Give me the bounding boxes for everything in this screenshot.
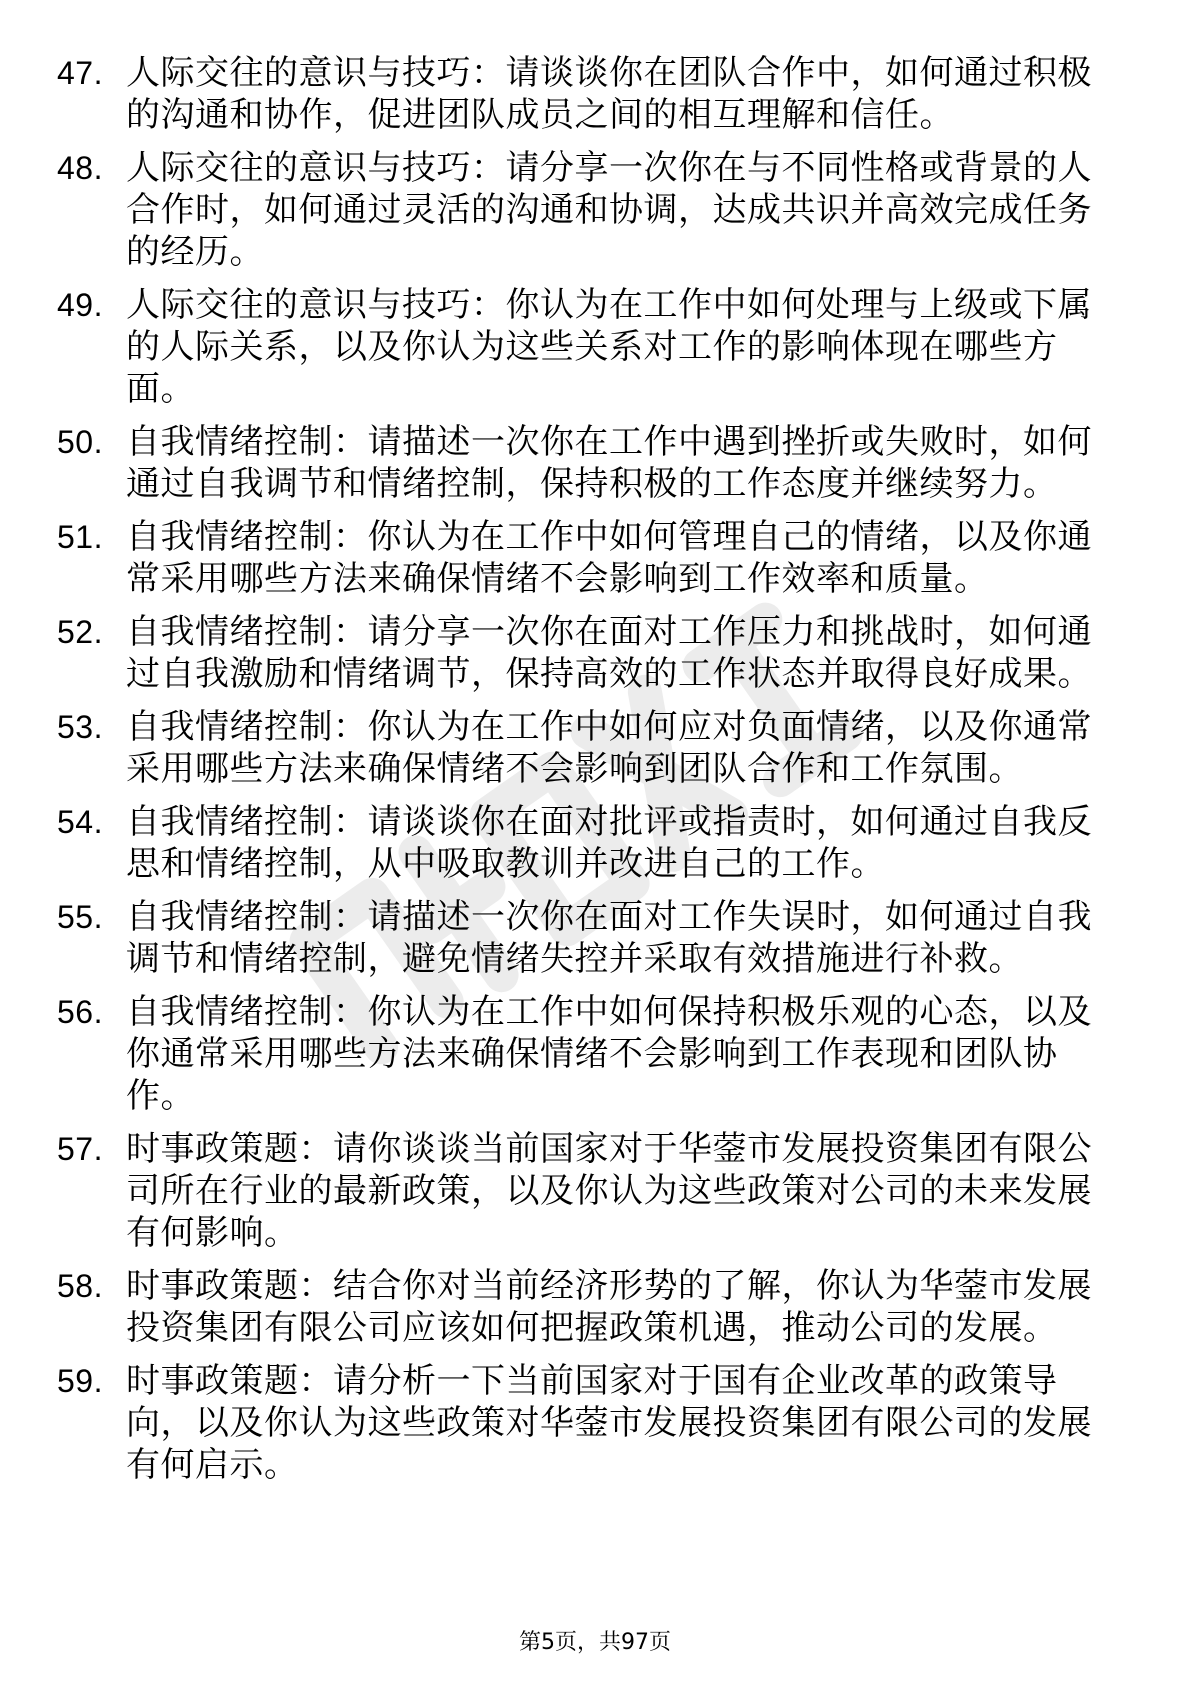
question-item bbox=[0, 611, 1190, 695]
question-number: 58. bbox=[57, 1268, 103, 1304]
document-body bbox=[0, 52, 1190, 1497]
question-number: 48. bbox=[57, 150, 103, 186]
question-text: 自我情绪控制：你认为在工作中如何保持积极乐观的心态，以及你通常采用哪些方法来确保情绪不会影响到工作表现和团队协作。 bbox=[126, 992, 1092, 1116]
question-item bbox=[0, 991, 1190, 1117]
question-text: 人际交往的意识与技巧：请谈谈你在团队合作中，如何通过积极的沟通和协作，促进团队成员之间的相互理解和信任。 bbox=[126, 53, 1092, 135]
question-text: 自我情绪控制：你认为在工作中如何应对负面情绪，以及你通常采用哪些方法来确保情绪不会影响到团队合作和工作氛围。 bbox=[126, 707, 1092, 789]
question-text: 时事政策题：请分析一下当前国家对于国有企业改革的政策导向，以及你认为这些政策对华蓥市发展投资集团有限公司的发展有何启示。 bbox=[126, 1361, 1092, 1485]
question-item bbox=[0, 284, 1190, 410]
question-item bbox=[0, 516, 1190, 600]
page-number-footer: 第5页，共97页 bbox=[519, 1630, 671, 1655]
question-item bbox=[0, 147, 1190, 273]
question-item bbox=[0, 896, 1190, 980]
question-item bbox=[0, 1360, 1190, 1486]
question-list bbox=[0, 52, 1190, 1486]
question-item bbox=[0, 1128, 1190, 1254]
question-text: 自我情绪控制：请描述一次你在面对工作失误时，如何通过自我调节和情绪控制，避免情绪失控并采取有效措施进行补救。 bbox=[126, 897, 1092, 979]
question-text: 自我情绪控制：请分享一次你在面对工作压力和挑战时，如何通过自我激励和情绪调节，保持高效的工作状态并取得良好成果。 bbox=[126, 612, 1092, 694]
question-text: 自我情绪控制：你认为在工作中如何管理自己的情绪，以及你通常采用哪些方法来确保情绪不会影响到工作效率和质量。 bbox=[126, 517, 1092, 599]
question-number: 57. bbox=[57, 1131, 103, 1167]
question-text: 自我情绪控制：请描述一次你在工作中遇到挫折或失败时，如何通过自我调节和情绪控制，保持积极的工作态度并继续努力。 bbox=[126, 422, 1092, 504]
question-item bbox=[0, 52, 1190, 136]
question-number: 47. bbox=[57, 55, 103, 91]
question-item bbox=[0, 421, 1190, 505]
question-text: 时事政策题：请你谈谈当前国家对于华蓥市发展投资集团有限公司所在行业的最新政策，以及你认为这些政策对公司的未来发展有何影响。 bbox=[126, 1129, 1092, 1253]
question-number: 49. bbox=[57, 287, 103, 323]
question-text: 人际交往的意识与技巧：请分享一次你在与不同性格或背景的人合作时，如何通过灵活的沟通和协调，达成共识并高效完成任务的经历。 bbox=[126, 148, 1092, 272]
question-item bbox=[0, 706, 1190, 790]
question-number: 50. bbox=[57, 424, 103, 460]
question-number: 59. bbox=[57, 1363, 103, 1399]
question-number: 51. bbox=[57, 519, 103, 555]
question-text: 时事政策题：结合你对当前经济形势的了解，你认为华蓥市发展投资集团有限公司应该如何把握政策机遇，推动公司的发展。 bbox=[126, 1266, 1092, 1348]
question-text: 自我情绪控制：请谈谈你在面对批评或指责时，如何通过自我反思和情绪控制，从中吸取教训并改进自己的工作。 bbox=[126, 802, 1092, 884]
question-item bbox=[0, 1265, 1190, 1349]
question-text: 人际交往的意识与技巧：你认为在工作中如何处理与上级或下属的人际关系，以及你认为这些关系对工作的影响体现在哪些方面。 bbox=[126, 285, 1092, 409]
question-item bbox=[0, 801, 1190, 885]
question-number: 53. bbox=[57, 709, 103, 745]
question-number: 56. bbox=[57, 994, 103, 1030]
question-number: 55. bbox=[57, 899, 103, 935]
question-number: 52. bbox=[57, 614, 103, 650]
question-number: 54. bbox=[57, 804, 103, 840]
